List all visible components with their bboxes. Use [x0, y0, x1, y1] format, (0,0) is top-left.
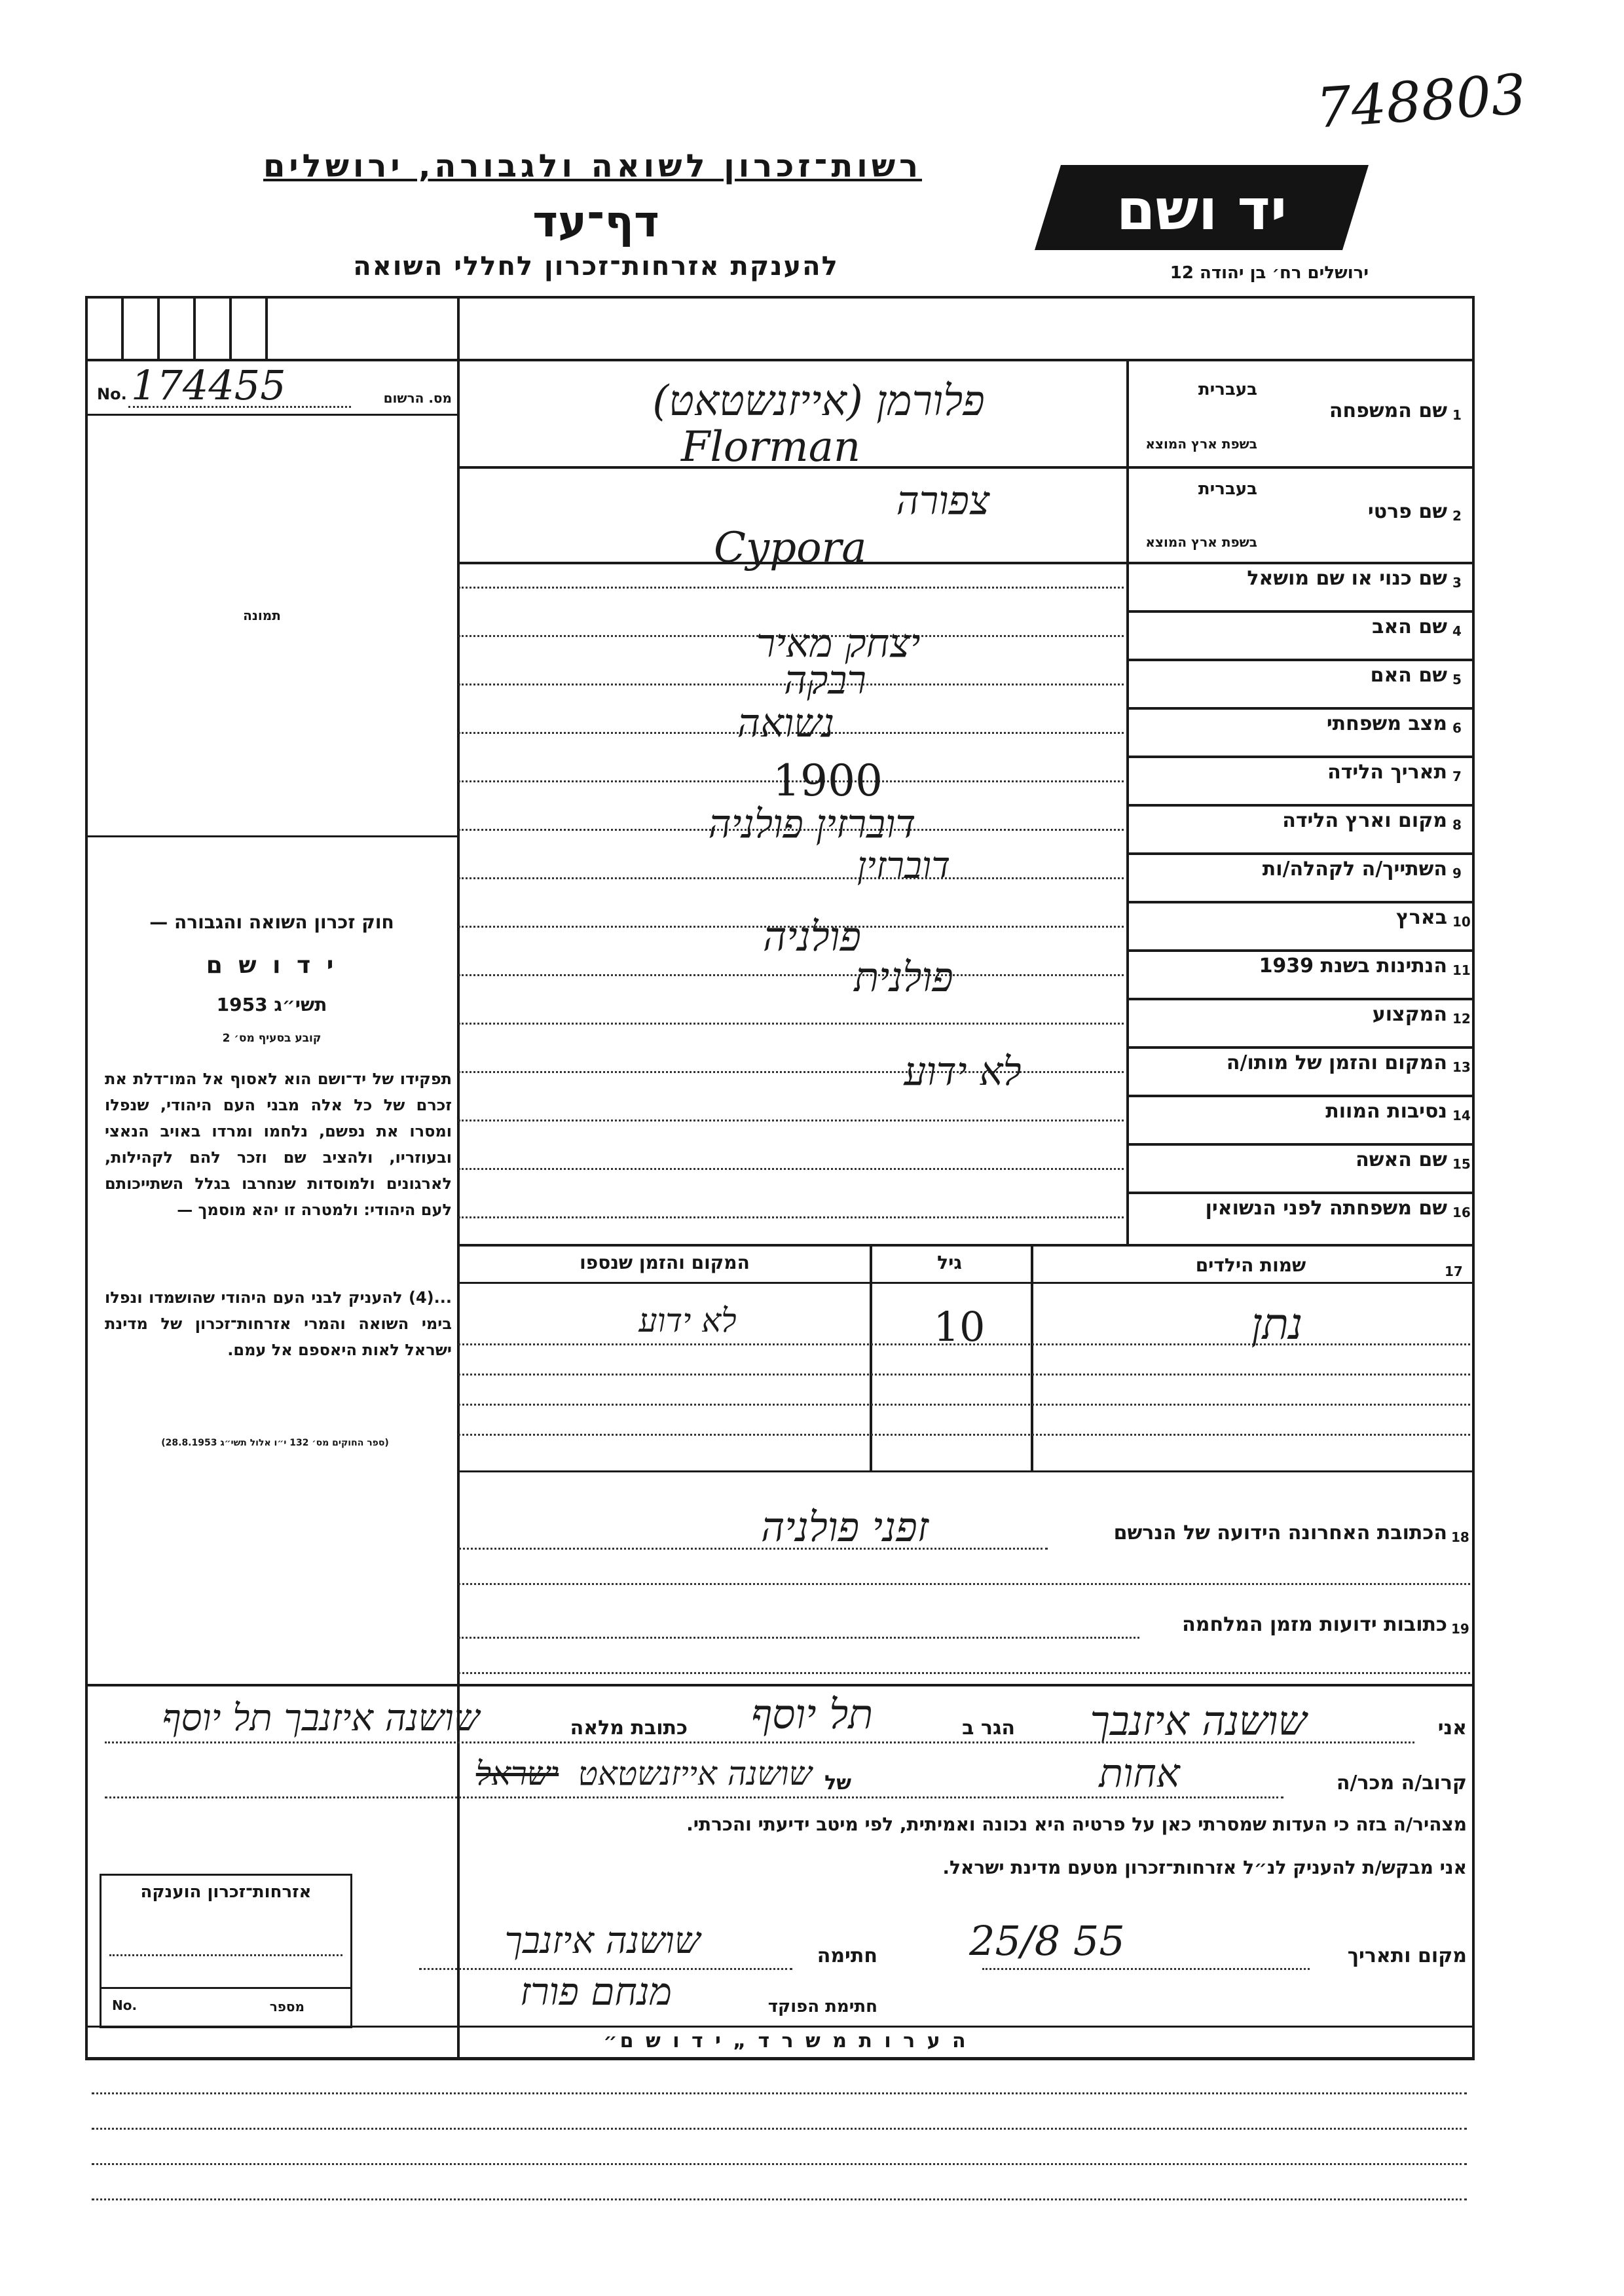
field-10-country: פולניה [762, 913, 862, 960]
field-1-label: שם המשפחה [1329, 399, 1447, 422]
decl-full-address: כתובת מלאה [570, 1717, 688, 1740]
children-col-age: גיל [937, 1252, 962, 1273]
decl-official-signature: מנחם פורז [519, 1969, 673, 2014]
law-text-2: ...(4) להעניק לבני העם היהודי שהושמדו ונפלו בימי השואה והמרי אזרחות־זכרון של מדינת ישראל לאות היאספם אל עמם. [105, 1288, 452, 1359]
decl-of: של [824, 1772, 851, 1795]
field-5-mother: רבקה [784, 657, 866, 703]
stamp-box-no: No. [112, 1997, 138, 2013]
photo-label: תמונה [243, 608, 281, 623]
field-19-label: כתובות ידועות מזמן המלחמה [1182, 1613, 1447, 1636]
field-10-number: 10 [1452, 914, 1471, 930]
field-11-number: 11 [1452, 962, 1471, 978]
decl-statement: מצהיר/ה בזה כי העדות שמסרתי כאן על פרטיה היא נכונה ואמיתית, לפי מיטב ידיעתי והכרתי. [686, 1813, 1467, 1835]
children-col-place: המקום והזמן שנספו [580, 1252, 750, 1273]
field-1-sub-hebrew: בעברית [1198, 380, 1257, 399]
form-title: דף־עד [532, 196, 659, 247]
child-name: נתן [1251, 1299, 1303, 1349]
field-9-label: השתייך/ה לקהלה/ות [1262, 858, 1447, 881]
field-9-number: 9 [1452, 866, 1462, 881]
law-title: חוק זכרון השואה והגבורה — [149, 911, 394, 933]
remarks-title: ה ע ר ו ת מ ש ר ד „ י ד ו ש ם״ [603, 2030, 969, 2052]
field-5-label: שם האם [1370, 664, 1447, 687]
decl-place-date-label: מקום ותאריך [1347, 1944, 1467, 1967]
field-1-number: 1 [1452, 407, 1462, 423]
field-4-father: יצחק מאיר [756, 621, 921, 666]
field-11-citizenship: פולנית [854, 953, 953, 1001]
svg-text:יד ושם: יד ושם [1116, 177, 1287, 243]
yad-vashem-logo [1035, 165, 1369, 250]
field-11-label: הנתינות בשנת 1939 [1259, 955, 1447, 977]
field-14-number: 14 [1452, 1108, 1471, 1123]
decl-signature: שושנה איזנבך [504, 1920, 701, 1962]
field-4-label: שם האב [1372, 615, 1447, 638]
field-12-label: המקצוע [1372, 1003, 1447, 1026]
decl-signature-label: חתימה [817, 1944, 877, 1967]
field-5-number: 5 [1452, 672, 1462, 687]
law-text-1: תפקידו של יד־ושם הוא לאסוף אל המו־דלת את זכרם של כל אלה מבני העם היהודי, שנפלו ומסרו את נפשם, נלחמו ומרדו באויב הנאצי ובעוזריו, ולהציב שם וזכר להם לקהילות, לארגונים ולמוסדות שנחרבו בגלל השתייכותם לעם היהודי: ולמטרה זו יהא מוסמך — [105, 1070, 452, 1219]
field-3-number: 3 [1452, 575, 1462, 591]
decl-city: תל יוסף [750, 1690, 874, 1738]
field-7-label: תאריך הלידה [1327, 761, 1447, 784]
field-12-number: 12 [1452, 1011, 1471, 1027]
field-6-number: 6 [1452, 720, 1462, 736]
field-13-label: המקום והזמן של מותו/ה [1226, 1051, 1447, 1074]
field-8-birthplace: דוברזין פולניה [708, 801, 916, 847]
field-19-number: 19 [1451, 1621, 1469, 1637]
field-13-number: 13 [1452, 1059, 1471, 1075]
field-16-label: שם משפחתה לפני הנשואין [1205, 1197, 1447, 1220]
field-2-label: שם פרטי [1367, 500, 1447, 523]
field-1-surname-latin: Florman [681, 423, 861, 471]
field-4-number: 4 [1452, 623, 1462, 639]
children-col-names: שמות הילדים [1195, 1254, 1306, 1276]
field-9-community: דוברזין [857, 845, 951, 887]
field-14-label: נסיבות המוות [1325, 1100, 1447, 1123]
field-2-sub-origin: בשפת ארץ המוצא [1145, 534, 1257, 550]
decl-request: אני מבקש/ת להעניק לנ״ל אזרחות־זכרון מטעם מדינת ישראל. [942, 1857, 1467, 1878]
field-8-label: מקום וארץ הלידה [1282, 809, 1447, 832]
field-8-number: 8 [1452, 817, 1462, 833]
field-13-death: לא ידוע [904, 1049, 1022, 1095]
field-3-label: שם כנוי או שם מושאל [1247, 567, 1447, 590]
decl-name: שושנה איזנבך [1090, 1697, 1307, 1745]
law-clause: קובע בסעיף מס׳ 2 [222, 1032, 322, 1045]
law-source: (ספר החוקים מס׳ 132 י״ו אלול תשי״ג 28.8.1953) [161, 1438, 389, 1448]
field-6-label: מצב משפחתי [1326, 712, 1447, 735]
yad-vashem-address: ירושלים רח׳ בן יהודה 12 [1170, 263, 1369, 283]
field-2-given-latin: Cypora [714, 524, 867, 572]
field-18-label: הכתובת האחרונה הידועה של הנרשם [1113, 1522, 1447, 1544]
decl-address: שושנה איזנבך תל יוסף [162, 1697, 480, 1740]
decl-struck: ישראל [475, 1755, 559, 1793]
decl-date: 25/8 55 [969, 1917, 1125, 1965]
form-subtitle: להענקת אזרחות־זכרון לחללי השואה [353, 251, 839, 282]
law-yad-vashem: י ד ו ש ם [206, 952, 338, 979]
field-6-marital: נשואה [737, 701, 835, 746]
stamp-box [100, 1874, 352, 2028]
field-7-number: 7 [1452, 769, 1462, 784]
authority-name: רשות־זכרון לשואה ולגבורה, ירושלים [263, 148, 923, 185]
field-18-number: 18 [1451, 1529, 1469, 1545]
handwritten-archive-number: 748803 [1314, 62, 1528, 141]
decl-official-label: חתימת הפוקד [767, 1997, 877, 2016]
decl-relation: אחות [1099, 1751, 1180, 1796]
field-15-number: 15 [1452, 1156, 1471, 1172]
field-16-number: 16 [1452, 1205, 1471, 1220]
decl-ani: אני [1437, 1717, 1467, 1740]
registration-no-label: No. [97, 385, 127, 403]
field-1-surname-hebrew: פלורמן (אייזנשטאט) [652, 377, 985, 426]
field-2-sub-hebrew: בעברית [1198, 479, 1257, 499]
stamp-box-title: אזרחות־זכרון הוענקה [140, 1882, 312, 1902]
child-place: לא ידוע [638, 1302, 737, 1339]
decl-of-name: שושנה אייזנשטאט [578, 1755, 812, 1793]
children-number: 17 [1445, 1264, 1463, 1279]
law-year: תשי״ג 1953 [216, 994, 327, 1015]
field-10-label: בארץ [1395, 906, 1447, 929]
registration-number: 174455 [131, 361, 286, 409]
field-1-sub-origin: בשפת ארץ המוצא [1145, 436, 1257, 452]
stamp-box-number-label: מספר [269, 1999, 304, 2014]
field-15-label: שם האשה [1356, 1148, 1447, 1171]
field-18-address: זפני פולניה [761, 1503, 929, 1551]
decl-relative: קרוב/ה מכר/ה [1336, 1772, 1467, 1795]
field-2-given-hebrew: צפורה [896, 478, 990, 524]
registration-label: מס. הרשום [383, 390, 452, 406]
child-age: 10 [933, 1303, 986, 1351]
field-7-birthdate: 1900 [773, 756, 883, 806]
decl-residing: הגר ב [962, 1717, 1015, 1740]
field-2-number: 2 [1452, 508, 1462, 524]
